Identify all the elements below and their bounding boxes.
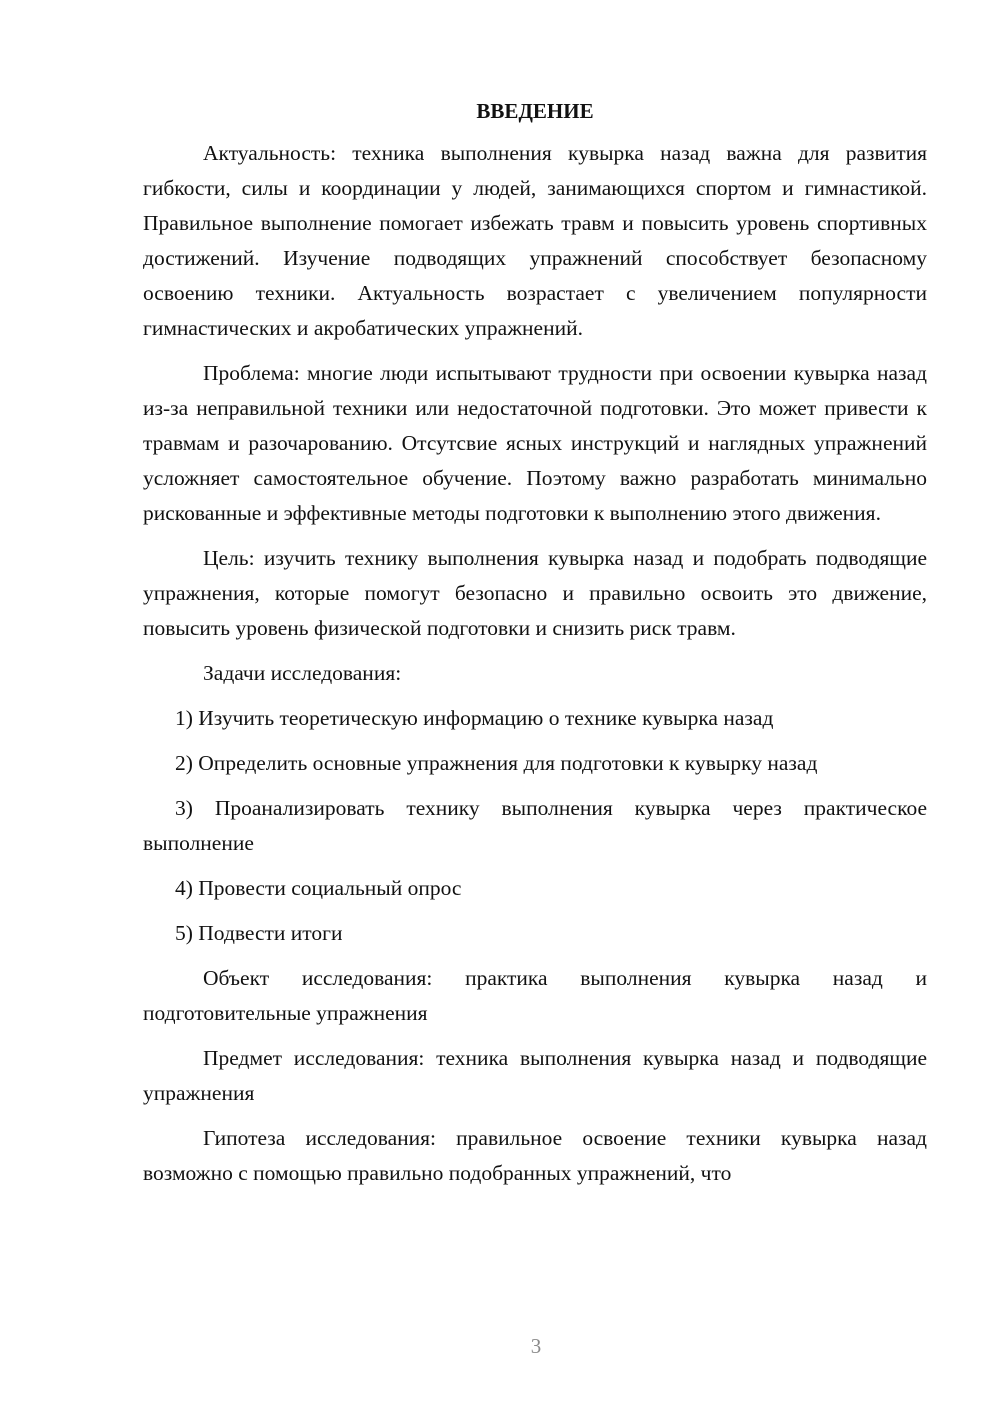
task-item-1: 1) Изучить теоретическую информацию о технике кувырка назад [175,706,774,730]
task-item-3: 3) Проанализировать технику выполнения кувырка через практическое выполнение [143,796,927,855]
object-paragraph: Объект исследования: практика выполнения кувырка назад и подготовительные упражнения [143,966,927,1025]
page-number: 3 [530,1334,542,1358]
problem-paragraph: Проблема: многие люди испытывают трудности при освоении кувырка назад из-за неправильной техники или недостаточной подготовки. Это может привести к травмам и разочарованию. Отсутсвие ясных инструкций и наглядных упражнений усложняет самостоятельное обучение. Поэтому важно разработать минимально рискованные и эффективные методы подготовки к выполнению этого движения. [143,361,927,525]
task-item-4: 4) Провести социальный опрос [175,876,462,900]
section-heading: ВВЕДЕНИЕ [476,99,594,123]
tasks-title: Задачи исследования: [203,661,402,685]
document-page [143,96,927,1201]
hypothesis-paragraph: Гипотеза исследования: правильное освоение техники кувырка назад возможно с помощью правильно подобранных упражнений, что [143,1126,927,1185]
relevance-paragraph: Актуальность: техника выполнения кувырка назад важна для развития гибкости, силы и координации у людей, занимающихся спортом и гимнастикой. Правильное выполнение помогает избежать травм и повысить уровень спортивных достижений. Изучение подводящих упражнений способствует безопасному освоению техники. Актуальность возрастает с увеличением популярности гимнастических и акробатических упражнений. [143,141,927,340]
subject-paragraph: Предмет исследования: техника выполнения кувырка назад и подводящие упражнения [143,1046,927,1105]
goal-paragraph: Цель: изучить технику выполнения кувырка назад и подобрать подводящие упражнения, которые помогут безопасно и правильно освоить это движение, повысить уровень физической подготовки и снизить риск травм. [143,546,927,640]
task-item-5: 5) Подвести итоги [175,921,343,945]
task-item-2: 2) Определить основные упражнения для подготовки к кувырку назад [175,751,818,775]
